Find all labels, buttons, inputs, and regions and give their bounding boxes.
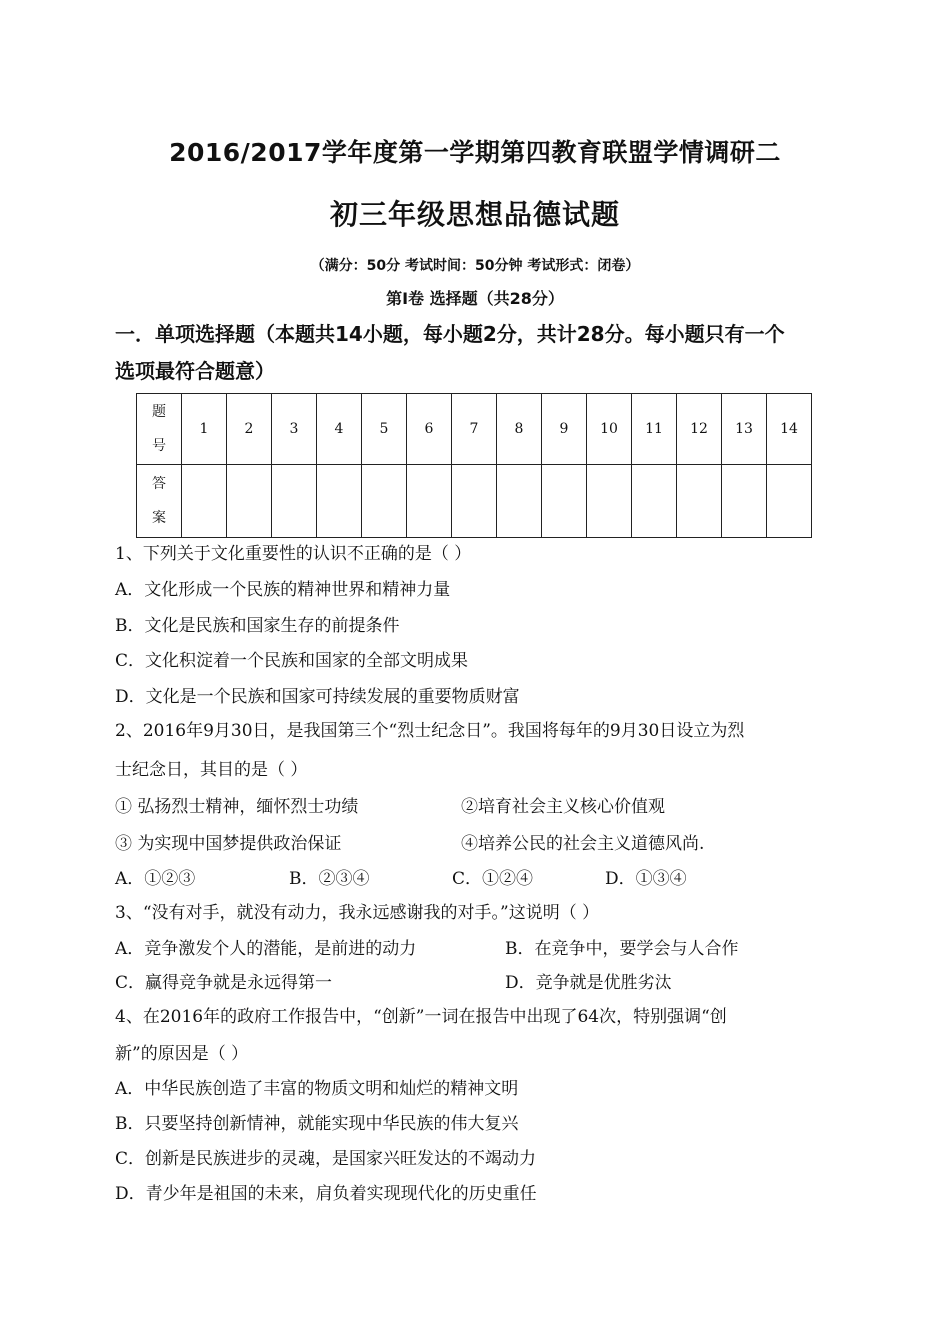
header-char: 号: [152, 438, 166, 454]
number-cell: 10: [587, 394, 632, 465]
header-char: 题: [152, 404, 166, 420]
q1-option-b: B．文化是民族和国家生存的前提条件: [115, 616, 400, 636]
section-heading-line2: 选项最符合题意）: [115, 359, 275, 383]
q3-stem: 3、“没有对手，就没有动力，我永远感谢我的对手。”这说明（ ）: [115, 903, 600, 923]
exam-subtitle: 初三年级思想品德试题: [329, 198, 620, 231]
q3-option-d: D．竞争就是优胜劣汰: [505, 973, 672, 993]
answer-table: [136, 393, 812, 538]
header-char: 案: [152, 510, 166, 526]
q2-option-b: B．②③④: [289, 869, 370, 889]
answer-cell[interactable]: [677, 465, 722, 538]
q4-stem-line2: 新”的原因是（ ）: [115, 1044, 249, 1064]
q4-option-d: D．青少年是祖国的未来，肩负着实现现代化的历史重任: [115, 1184, 537, 1204]
part-heading: 第Ⅰ卷 选择题（共28分）: [386, 289, 564, 308]
answer-cell[interactable]: [497, 465, 542, 538]
q2-statement-1: ① 弘扬烈士精神，缅怀烈士功绩: [115, 797, 359, 817]
answer-table-number-row: [137, 394, 812, 465]
answer-cell[interactable]: [272, 465, 317, 538]
header-char: 答: [152, 476, 166, 492]
number-cell: 4: [317, 394, 362, 465]
answer-cell[interactable]: [722, 465, 767, 538]
answer-cell[interactable]: [452, 465, 497, 538]
exam-meta: （满分：50分 考试时间：50分钟 考试形式：闭卷）: [310, 258, 640, 274]
number-cell: 5: [362, 394, 407, 465]
number-cell: 13: [722, 394, 767, 465]
q4-option-c: C．创新是民族进步的灵魂，是国家兴旺发达的不竭动力: [115, 1149, 537, 1169]
q2-statement-2: ②培育社会主义核心价值观: [461, 797, 665, 817]
exam-title: 2016/2017学年度第一学期第四教育联盟学情调研二: [169, 138, 781, 167]
answer-cell[interactable]: [407, 465, 452, 538]
answer-cell[interactable]: [182, 465, 227, 538]
q4-option-a: A．中华民族创造了丰富的物质文明和灿烂的精神文明: [115, 1079, 519, 1099]
q2-option-a: A．①②③: [115, 869, 196, 889]
q2-statement-4: ④培养公民的社会主义道德风尚.: [461, 834, 705, 854]
answer-table-answer-row: [137, 465, 812, 538]
q1-option-a: A．文化形成一个民族的精神世界和精神力量: [115, 580, 451, 600]
section-heading-line1: 一．单项选择题（本题共14小题，每小题2分，共计28分。每小题只有一个: [115, 322, 785, 346]
q2-statement-3: ③ 为实现中国梦提供政治保证: [115, 834, 342, 854]
number-cell: 14: [767, 394, 812, 465]
answer-cell[interactable]: [632, 465, 677, 538]
answer-cell[interactable]: [227, 465, 272, 538]
q3-option-c: C．赢得竞争就是永远得第一: [115, 973, 333, 993]
answer-cell[interactable]: [542, 465, 587, 538]
number-cell: 9: [542, 394, 587, 465]
answer-cell[interactable]: [362, 465, 407, 538]
number-cell: 1: [182, 394, 227, 465]
q4-stem-line1: 4、在2016年的政府工作报告中，“创新”一词在报告中出现了64次，特别强调“创: [115, 1007, 727, 1027]
q1-option-c: C．文化积淀着一个民族和国家的全部文明成果: [115, 651, 469, 671]
q3-option-a: A．竞争激发个人的潜能，是前进的动力: [115, 939, 417, 959]
answer-cell[interactable]: [317, 465, 362, 538]
q1-option-d: D．文化是一个民族和国家可持续发展的重要物质财富: [115, 687, 520, 707]
number-row-header: [137, 394, 182, 465]
number-cell: 8: [497, 394, 542, 465]
q4-option-b: B．只要坚持创新情神，就能实现中华民族的伟大复兴: [115, 1114, 519, 1134]
number-cell: 12: [677, 394, 722, 465]
q2-stem-line1: 2、2016年9月30日，是我国第三个“烈士纪念日”。我国将每年的9月30日设立为烈: [115, 721, 745, 741]
q2-option-d: D．①③④: [605, 869, 687, 889]
q2-stem-line2: 士纪念日，其目的是（ ）: [115, 760, 308, 780]
q2-option-c: C．①②④: [452, 869, 534, 889]
number-cell: 2: [227, 394, 272, 465]
number-cell: 7: [452, 394, 497, 465]
q3-option-b: B．在竞争中，要学会与人合作: [505, 939, 739, 959]
q1-stem: 1、下列关于文化重要性的认识不正确的是（ ）: [115, 544, 472, 564]
number-cell: 11: [632, 394, 677, 465]
answer-cell[interactable]: [767, 465, 812, 538]
number-cell: 6: [407, 394, 452, 465]
answer-row-header: [137, 465, 182, 538]
number-cell: 3: [272, 394, 317, 465]
answer-cell[interactable]: [587, 465, 632, 538]
